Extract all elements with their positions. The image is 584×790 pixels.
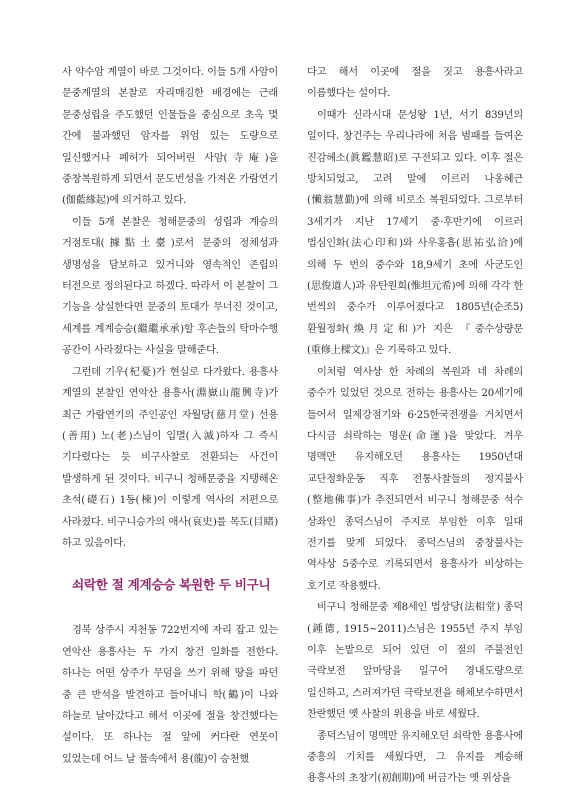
body-paragraph: 경북 상주시 지천동 722번지에 자리 잡고 있는 연악산 용흥사는 두 가지 창건 일화를 전한다. 하나는 어떤 상주가 무덤을 쓰기 위해 땅을 파던 중 큰 반석을 발견하고 들어내니 학(鶴)이 나와 하늘로 날아갔다고 해서 이곳에 절을 창건했다는 설이다. 또 하나는 절 앞에 커다란 연못이 있었는데 어느 날 물속에서 용(龍)이 승천했: [62, 625, 278, 765]
body-paragraph: 비구니 청해문중 제8세인 법상당(法相堂) 종덕(鍾德, 1915~2011)스님은 1955년 주지 부임 이후 논밭으로 되어 있던 이 절의 주불전인 극락보전 앞마당을 일구어 경내도량으로 일신하고, 스러져가던 극락보전을 해체보수하면서 찬란했던 옛 사찰의 위용을 바로 세웠다.: [307, 602, 523, 721]
body-paragraph: 이처럼 역사상 한 차례의 복원과 네 차례의 중수가 있었던 것으로 전하는 용흥사는 20세기에 들어서 일제강점기와 6·25한국전쟁을 거치면서 다시금 쇠락하는 명운(命運)을 맞았다. 겨우 명맥만 유지해오던 용흥사는 1950년대 교단정화운동 직후 전통사찰들의 정지불사(整地佛事)가 추진되면서 비구니 청해문중 석수 상좌인 종덕스님이 주지로 부임한 이후 일대 전기를 맞게 되었다. 종덕스님의 중창불사는 역사상 5중수로 기록되면서 용흥사가 비상하는 호기로 작용했다.: [307, 366, 523, 592]
body-paragraph: 종덕스님이 명맥만 유지해오던 쇠락한 용흥사에 중흥의 기치를 세웠다면, 그 유지를 계승해 용흥사의 초창기(初創期)에 버금가는 옛 위상을: [307, 730, 523, 785]
body-paragraph: 이들 5개 본찰은 청해문중의 성립과 계승의 거점토대(據點土臺)로서 문중의 정체성과 생명성을 담보하고 있거니와 영속적인 존립의 터전으로 정의된다고 하겠다. 따라서 이 본찰이 그 기능을 상실한다면 문중의 토대가 무너진 것이고, 세계를 계계승승(繼繼承承)할 후손들의 탁마수행 공간이 사라졌다는 사실을 말해준다.: [62, 216, 278, 357]
body-paragraph: 그런데 기우(杞憂)가 현실로 다가왔다. 용흥사 계열의 본찰인 연악산 용흥사(淵嶽山龍興寺)가 최근 가람연기의 주인공인 자월당(慈月堂) 선용(善用) 노(老)스님이 입멸(入滅)하자 그 즉시 기다렸다는 듯 비구사찰로 전환되는 사건이 발생하게 된 것이다. 비구니 청해문중을 지탱해온 초석(礎石) 1동(棟)이 이렇게 역사의 저편으로 사라졌다. 비구니승가의 애사(哀史)를 목도(目睹)하고 있음이다.: [62, 366, 278, 549]
body-paragraph: 사 약수암 계열이 바로 그것이다. 이들 5개 사암이 문중계열의 본찰로 자리매김한 배경에는 근래 문중성립을 주도했던 인물들을 중심으로 초옥 몇 간에 불과했던 암자를 위엄 있는 도량으로 일신했거나 폐허가 되어버린 사암(寺庵)을 중창복원하게 되면서 문도번성을 가져온 가람연기(伽藍緣起)에 의거하고 있다.: [62, 67, 278, 207]
right-column: [307, 62, 523, 790]
body-paragraph: 다고 해서 이곳에 절을 짓고 용흥사라고 이름했다는 설이다.: [307, 67, 523, 100]
section-heading: 쇠락한 절 계계승승 복원한 두 비구니: [72, 577, 271, 593]
body-paragraph: 이때가 신라시대 문성왕 1년, 서기 839년의 일이다. 창건주는 우리나라에 처음 범패를 들여온 진감혜소(眞鑑慧昭)로 구전되고 있다. 이후 절은 방치되었고, 고려 말에 이르러 나옹혜근(懶翁慧勤)에 의해 비로소 복원되었다. 그로부터 3세기가 지난 17세기 중·후반기에 이르러 법심인화(法心印和)와 사우홍흡(思祐弘洽)에 의해 두 번의 중수와 18,9세기 초에 사군도인(思俊道人)과 유탄원희(惟坦元希)에 의해 각각 한 번씩의 중수가 이루어졌다고 1805년(순조5) 환월정화(煥月定和)가 지은 『중수상량문(重修上樑文)』은 기록하고 있다.: [307, 109, 523, 357]
left-column: [62, 62, 278, 770]
